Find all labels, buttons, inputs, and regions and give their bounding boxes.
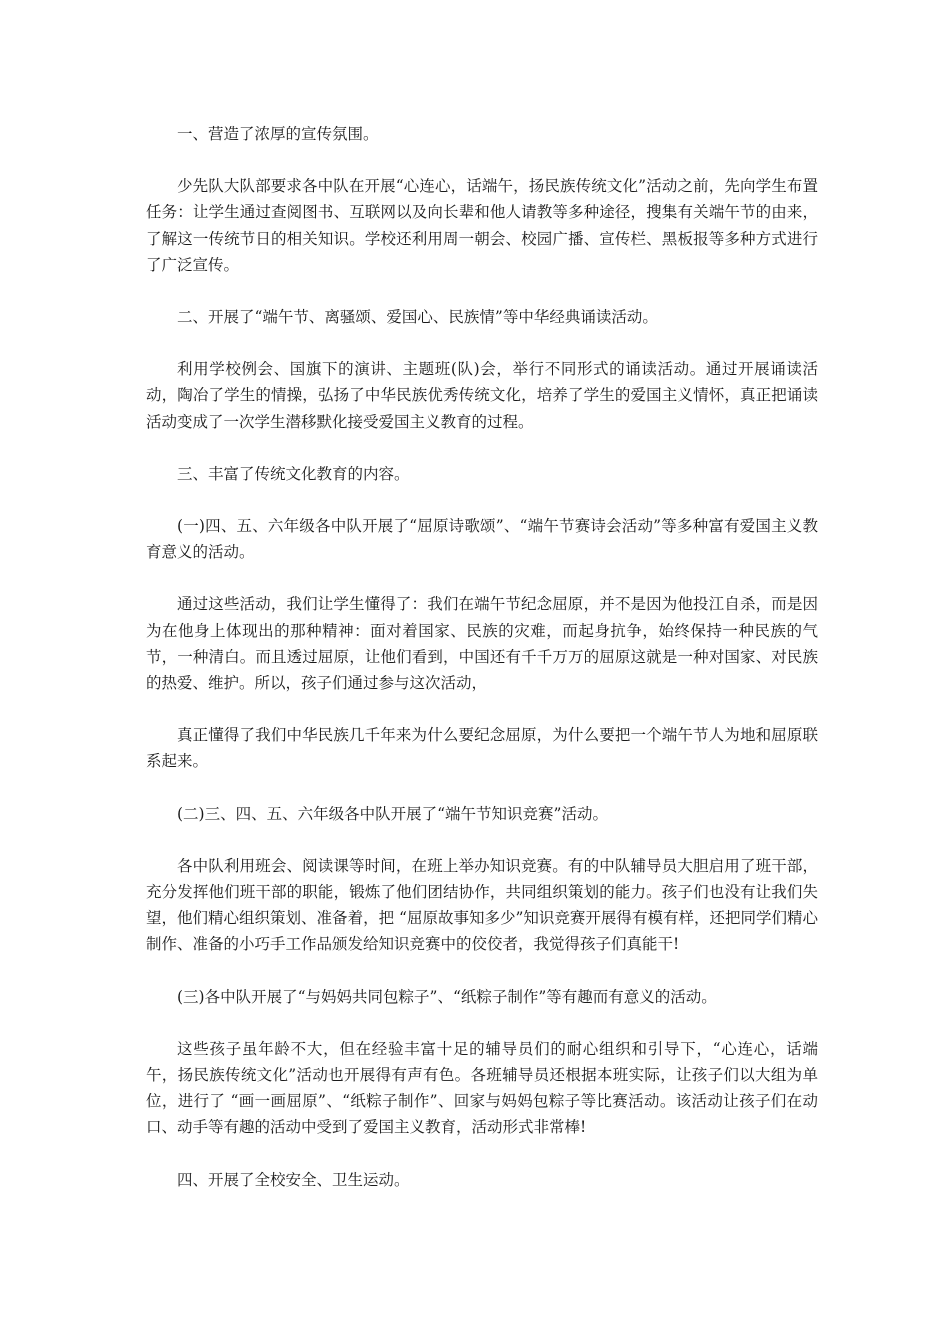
paragraph-quyuan-spirit: 通过这些活动，我们让学生懂得了：我们在端午节纪念屈原，并不是因为他投江自杀，而是因为在他身上体现出的那种精神：面对着国家、民族的灾难，而起身抗争，始终保持一种民族的气节，一种清白。而且透过屈原，让他们看到，中国还有千千万万的屈原这就是一种对国家、对民族的热爱、维护。所以，孩子们通过参与这次活动， [146, 595, 818, 693]
paragraph-knowledge-contest: 各中队利用班会、阅读课等时间，在班上举办知识竞赛。有的中队辅导员大胆启用了班干部，充分发挥他们班干部的职能，锻炼了他们团结协作，共同组织策划的能力。孩子们也没有让我们失望，他们精心组织策划、准备着，把 “屈原故事知多少”知识竞赛开展得有模有样，还把同学们精心制作、准备的小巧手工作品颁发给知识竞赛中的佼佼者，我觉得孩子们真能干! [146, 856, 818, 954]
document-body [146, 121, 818, 1219]
paragraph-zongzi-activities: 这些孩子虽年龄不大，但在经验丰富十足的辅导员们的耐心组织和引导下，“心连心，话端午，扬民族传统文化”活动也开展得有声有色。各班辅导员还根据本班实际，让孩子们以大组为单位，进行了 “画一画屈原”、“纸粽子制作”、回家与妈妈包粽子等比赛活动。该活动让孩子们在动口、动手等有趣的活动中受到了爱国主义教育，活动形式非常棒! [146, 1039, 818, 1137]
subsection-heading-2: (二)三、四、五、六年级各中队开展了“端午节知识竞赛”活动。 [177, 804, 608, 823]
section-heading-4: 四、开展了全校安全、卫生运动。 [177, 1170, 410, 1189]
subsection-heading-3: (三)各中队开展了“与妈妈共同包粽子”、“纸粽子制作”等有趣而有意义的活动。 [177, 987, 717, 1006]
subsection-heading-1: (一)四、五、六年级各中队开展了“屈原诗歌颂”、“端午节赛诗会活动”等多种富有爱国主义教育意义的活动。 [146, 517, 818, 562]
section-heading-1: 一、营造了浓厚的宣传氛围。 [177, 125, 379, 143]
paragraph-publicity: 少先队大队部要求各中队在开展“心连心，话端午，扬民族传统文化”活动之前，先向学生布置任务：让学生通过查阅图书、互联网以及向长辈和他人请教等多种途径，搜集有关端午节的由来，了解这一传统节日的相关知识。学校还利用周一朝会、校园广播、宣传栏、黑板报等多种方式进行了广泛宣传。 [146, 177, 818, 274]
paragraph-quyuan-meaning: 真正懂得了我们中华民族几千年来为什么要纪念屈原，为什么要把一个端午节人为地和屈原联系起来。 [146, 726, 818, 771]
section-heading-3: 三、丰富了传统文化教育的内容。 [177, 464, 410, 483]
section-heading-2: 二、开展了“端午节、离骚颂、爱国心、民族情”等中华经典诵读活动。 [177, 308, 658, 327]
paragraph-recitation: 利用学校例会、国旗下的演讲、主题班(队)会，举行不同形式的诵读活动。通过开展诵读活动，陶冶了学生的情操，弘扬了中华民族优秀传统文化，培养了学生的爱国主义情怀，真正把诵读活动变成了一次学生潜移默化接受爱国主义教育的过程。 [146, 360, 818, 431]
